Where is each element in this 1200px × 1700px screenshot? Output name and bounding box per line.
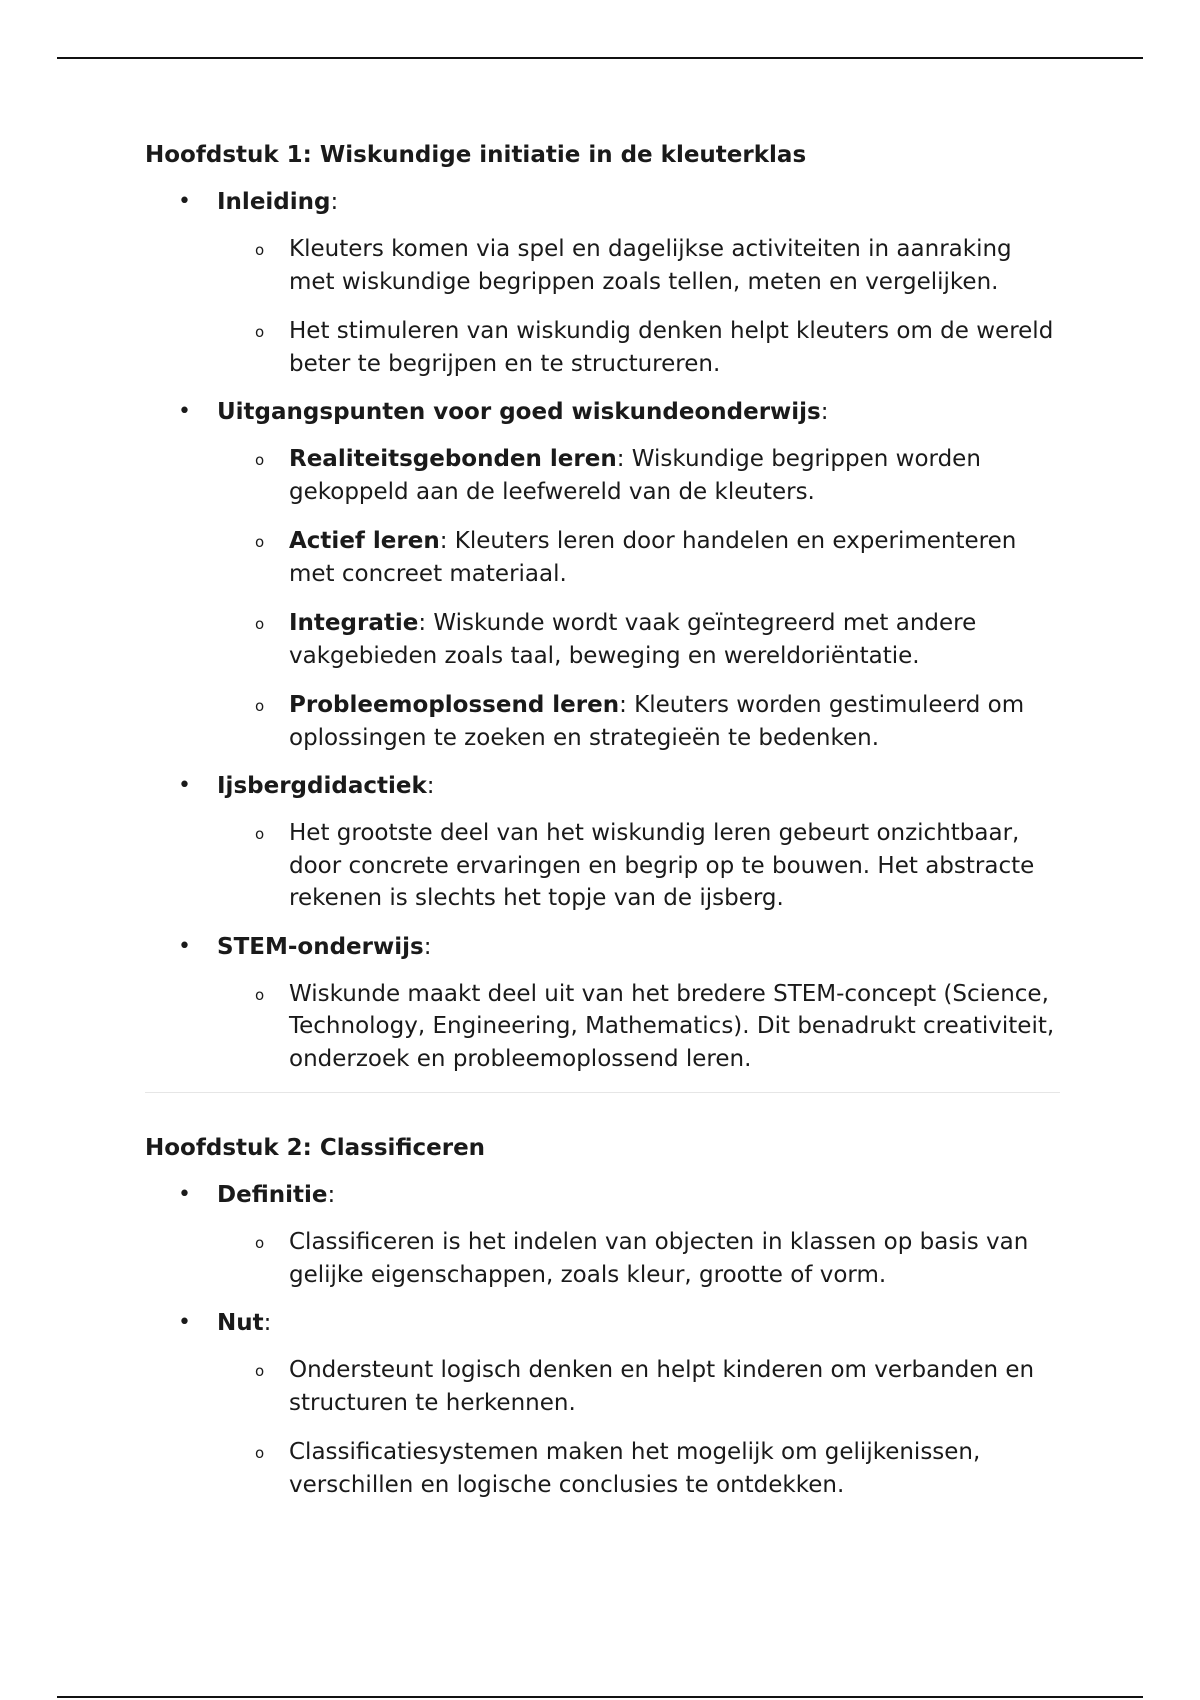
term: Integratie <box>289 610 419 636</box>
term-description: Wiskunde wordt vaak geïntegreerd met andere vakgebieden zoals taal, beweging en wereldoriëntatie. <box>289 610 977 669</box>
point-list <box>217 1354 1060 1501</box>
section-ijsbergdidactiek <box>145 771 1060 915</box>
point-list <box>217 1226 1060 1291</box>
list-item: o Kleuters komen via spel en dagelijkse activiteiten in aanraking met wiskundige begrippen zoals tellen, meten en vergelijken. <box>217 233 1060 298</box>
term-description: Kleuters leren door handelen en experimenteren met concreet materiaal. <box>289 528 1017 587</box>
section-stem-onderwijs <box>145 932 1060 1076</box>
section-heading: • Definitie: <box>217 1182 336 1208</box>
section-uitgangspunten <box>145 397 1060 754</box>
point-list <box>217 233 1060 380</box>
chapter-divider <box>145 1092 1060 1093</box>
section-list <box>145 1180 1060 1501</box>
list-item: o Wiskunde maakt deel uit van het bredere STEM-concept (Science, Technology, Engineering, Mathematics). Dit benadrukt creativiteit, onderzoek en probleemoplossend leren. <box>217 978 1060 1076</box>
list-item: o Ondersteunt logisch denken en helpt kinderen om verbanden en structuren te herkennen. <box>217 1354 1060 1419</box>
point-list <box>217 443 1060 754</box>
section-definitie <box>145 1180 1060 1291</box>
term-description: Wiskundige begrippen worden gekoppeld aan de leefwereld van de kleuters. <box>289 446 981 505</box>
chapter-title: Hoofdstuk 2: Classificeren <box>145 1135 486 1161</box>
term: Actief leren <box>289 528 440 554</box>
chapter-title: Hoofdstuk 1: Wiskundige initiatie in de kleuterklas <box>145 142 807 168</box>
list-item: o Probleemoplossend leren: Kleuters worden gestimuleerd om oplossingen te zoeken en strategieën te bedenken. <box>217 689 1060 754</box>
list-item: o Classificeren is het indelen van objecten in klassen op basis van gelijke eigenschappen, zoals kleur, grootte of vorm. <box>217 1226 1060 1291</box>
point-list <box>217 978 1060 1076</box>
page-footer-rule <box>57 1696 1143 1698</box>
section-heading: • Inleiding: <box>217 189 339 215</box>
list-item: o Het grootste deel van het wiskundig leren gebeurt onzichtbaar, door concrete ervaringen en begrip op te bouwen. Het abstracte rekenen is slechts het topje van de ijsberg. <box>217 817 1060 915</box>
section-inleiding <box>145 187 1060 380</box>
list-item: o Realiteitsgebonden leren: Wiskundige begrippen worden gekoppeld aan de leefwereld van de kleuters. <box>217 443 1060 508</box>
section-heading: • Ijsbergdidactiek: <box>217 773 435 799</box>
chapter-1 <box>145 140 1060 1075</box>
list-item: o Classificatiesystemen maken het mogelijk om gelijkenissen, verschillen en logische conclusies te ontdekken. <box>217 1436 1060 1501</box>
list-item: o Integratie: Wiskunde wordt vaak geïntegreerd met andere vakgebieden zoals taal, beweging en wereldoriëntatie. <box>217 607 1060 672</box>
term: Probleemoplossend leren <box>289 692 620 718</box>
document-body <box>145 140 1060 1518</box>
list-item: o Het stimuleren van wiskundig denken helpt kleuters om de wereld beter te begrijpen en te structureren. <box>217 315 1060 380</box>
term: Realiteitsgebonden leren <box>289 446 617 472</box>
section-heading: • Uitgangspunten voor goed wiskundeonderwijs: <box>217 399 829 425</box>
section-list <box>145 187 1060 1075</box>
section-nut <box>145 1308 1060 1501</box>
section-heading: • STEM-onderwijs: <box>217 933 432 960</box>
section-heading: • Nut: <box>217 1310 272 1336</box>
point-list <box>217 817 1060 915</box>
list-item: o Actief leren: Kleuters leren door handelen en experimenteren met concreet materiaal. <box>217 525 1060 590</box>
chapter-2 <box>145 1133 1060 1501</box>
page-header-rule <box>57 57 1143 59</box>
term-description: Kleuters worden gestimuleerd om oplossingen te zoeken en strategieën te bedenken. <box>289 692 1025 751</box>
